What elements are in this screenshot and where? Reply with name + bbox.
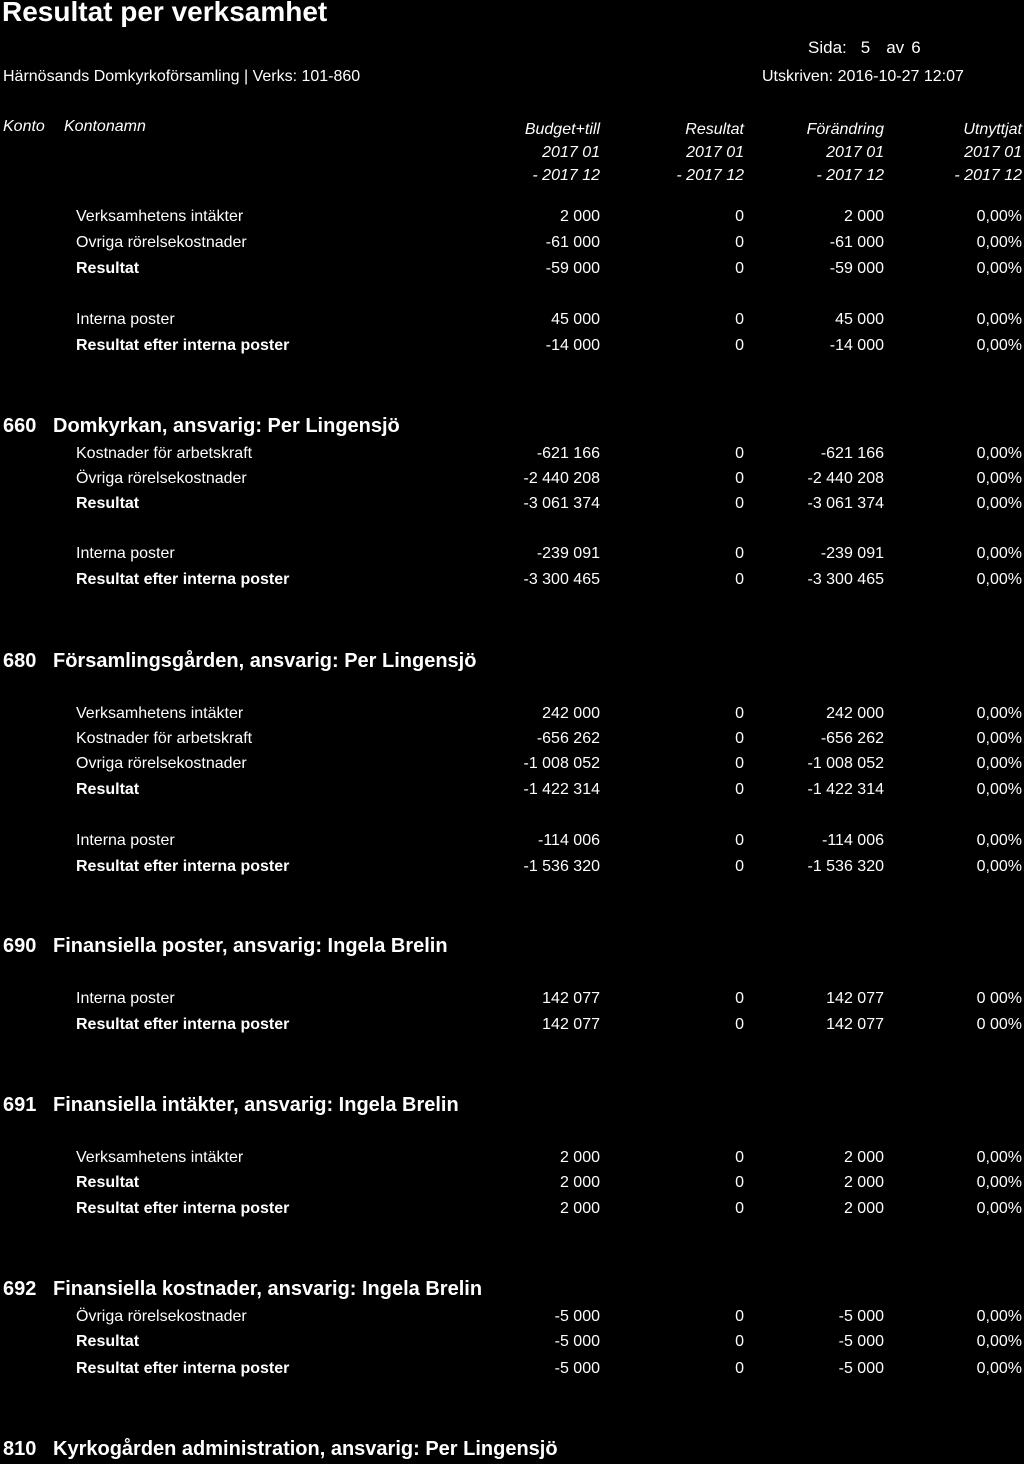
cell-utnyttjat: 0,00% xyxy=(976,832,1022,849)
section-number: 810 xyxy=(3,1438,37,1460)
column-header-forandring xyxy=(807,118,884,187)
cell-utnyttjat: 0 00% xyxy=(976,1016,1022,1033)
cell-resultat: 0 xyxy=(735,1333,744,1350)
table-row xyxy=(0,1174,1024,1200)
row-label: Kostnader för arbetskraft xyxy=(76,445,253,462)
section-number: 690 xyxy=(3,935,37,957)
cell-budget: -3 300 465 xyxy=(523,571,600,588)
cell-budget: -2 440 208 xyxy=(523,470,600,487)
cell-utnyttjat: 0,00% xyxy=(976,495,1022,512)
section-title: Domkyrkan, ansvarig: Per Lingensjö xyxy=(53,415,400,437)
cell-budget: -61 000 xyxy=(545,234,600,251)
cell-forandring: -59 000 xyxy=(829,260,884,277)
cell-forandring: 2 000 xyxy=(843,208,884,225)
section-heading xyxy=(3,1438,558,1461)
cell-resultat: 0 xyxy=(735,470,744,487)
table-row xyxy=(0,1333,1024,1359)
cell-forandring: -5 000 xyxy=(838,1308,884,1325)
cell-resultat: 0 xyxy=(735,730,744,747)
cell-forandring: -2 440 208 xyxy=(807,470,884,487)
cell-forandring: -1 536 320 xyxy=(807,858,884,875)
cell-resultat: 0 xyxy=(735,208,744,225)
cell-resultat: 0 xyxy=(735,445,744,462)
cell-forandring: 2 000 xyxy=(843,1149,884,1166)
cell-forandring: -1 008 052 xyxy=(807,755,884,772)
cell-forandring: -5 000 xyxy=(838,1333,884,1350)
cell-forandring: 142 077 xyxy=(826,990,884,1007)
cell-resultat: 0 xyxy=(735,260,744,277)
table-row xyxy=(0,495,1024,521)
table-row xyxy=(0,311,1024,337)
cell-resultat: 0 xyxy=(735,755,744,772)
cell-budget: -656 262 xyxy=(536,730,600,747)
cell-utnyttjat: 0 00% xyxy=(976,990,1022,1007)
cell-forandring: -621 166 xyxy=(820,445,884,462)
column-header-resultat xyxy=(676,118,744,187)
column-header-resultat-from: 2017 01 xyxy=(686,144,744,161)
row-label: Resultat efter interna poster xyxy=(76,1016,290,1033)
section-number: 692 xyxy=(3,1278,37,1300)
table-row xyxy=(0,545,1024,571)
cell-utnyttjat: 0,00% xyxy=(976,730,1022,747)
cell-utnyttjat: 0,00% xyxy=(976,1200,1022,1217)
page-indicator xyxy=(808,38,921,58)
row-label: Verksamhetens intäkter xyxy=(76,705,244,722)
column-header-utnyttjat-from: 2017 01 xyxy=(964,144,1022,161)
cell-resultat: 0 xyxy=(735,571,744,588)
page-of: av xyxy=(886,38,905,57)
row-label: Ovriga rörelsekostnader xyxy=(76,234,247,251)
cell-budget: -1 422 314 xyxy=(523,781,600,798)
cell-utnyttjat: 0,00% xyxy=(976,234,1022,251)
section-heading xyxy=(3,1094,459,1117)
row-label: Resultat efter interna poster xyxy=(76,858,290,875)
cell-utnyttjat: 0,00% xyxy=(976,545,1022,562)
cell-budget: -59 000 xyxy=(545,260,600,277)
section-heading xyxy=(3,415,400,438)
cell-utnyttjat: 0,00% xyxy=(976,571,1022,588)
row-label: Resultat xyxy=(76,260,140,277)
cell-resultat: 0 xyxy=(735,337,744,354)
column-header-resultat-to: - 2017 12 xyxy=(676,167,744,184)
cell-budget: -3 061 374 xyxy=(523,495,600,512)
cell-budget: 142 077 xyxy=(542,990,600,1007)
table-row xyxy=(0,470,1024,496)
cell-utnyttjat: 0,00% xyxy=(976,781,1022,798)
cell-forandring: 2 000 xyxy=(843,1200,884,1217)
column-header-forandring-title: Förändring xyxy=(806,121,884,138)
section-heading xyxy=(3,650,476,673)
cell-utnyttjat: 0,00% xyxy=(976,1360,1022,1377)
cell-resultat: 0 xyxy=(735,311,744,328)
table-row xyxy=(0,990,1024,1016)
column-header-budget-to: - 2017 12 xyxy=(532,167,600,184)
cell-budget: -239 091 xyxy=(536,545,600,562)
cell-forandring: -1 422 314 xyxy=(807,781,884,798)
row-label: Verksamhetens intäkter xyxy=(76,1149,244,1166)
cell-budget: 2 000 xyxy=(559,1149,600,1166)
page-number: 5 xyxy=(860,38,871,57)
cell-budget: -5 000 xyxy=(554,1308,600,1325)
column-header-forandring-to: - 2017 12 xyxy=(816,167,884,184)
cell-utnyttjat: 0,00% xyxy=(976,755,1022,772)
row-label: Interna poster xyxy=(76,832,175,849)
cell-budget: -1 008 052 xyxy=(523,755,600,772)
row-label: Resultat xyxy=(76,495,140,512)
row-label: Resultat efter interna poster xyxy=(76,1360,290,1377)
cell-budget: 2 000 xyxy=(559,1200,600,1217)
table-row xyxy=(0,260,1024,286)
row-label: Verksamhetens intäkter xyxy=(76,208,244,225)
cell-resultat: 0 xyxy=(735,990,744,1007)
table-row xyxy=(0,445,1024,471)
row-label: Resultat xyxy=(76,781,140,798)
cell-utnyttjat: 0,00% xyxy=(976,1308,1022,1325)
cell-forandring: 45 000 xyxy=(835,311,884,328)
section-title: Finansiella poster, ansvarig: Ingela Brelin xyxy=(53,935,448,957)
cell-budget: 45 000 xyxy=(551,311,600,328)
column-header-konto: Konto xyxy=(3,118,45,135)
cell-budget: 142 077 xyxy=(542,1016,600,1033)
printed-timestamp: Utskriven: 2016-10-27 12:07 xyxy=(762,68,964,85)
table-row xyxy=(0,755,1024,781)
cell-forandring: 242 000 xyxy=(826,705,884,722)
cell-utnyttjat: 0,00% xyxy=(976,260,1022,277)
row-label: Interna poster xyxy=(76,311,175,328)
row-label: Kostnader för arbetskraft xyxy=(76,730,253,747)
table-row xyxy=(0,234,1024,260)
cell-utnyttjat: 0,00% xyxy=(976,858,1022,875)
table-row xyxy=(0,571,1024,597)
cell-utnyttjat: 0,00% xyxy=(976,445,1022,462)
row-label: Ovriga rörelsekostnader xyxy=(76,755,247,772)
cell-resultat: 0 xyxy=(735,495,744,512)
column-header-budget xyxy=(525,118,600,187)
cell-budget: 2 000 xyxy=(559,208,600,225)
cell-utnyttjat: 0,00% xyxy=(976,208,1022,225)
column-header-utnyttjat-to: - 2017 12 xyxy=(954,167,1022,184)
table-row xyxy=(0,1016,1024,1042)
table-row xyxy=(0,858,1024,884)
cell-resultat: 0 xyxy=(735,545,744,562)
cell-forandring: -114 006 xyxy=(822,832,884,849)
section-number: 660 xyxy=(3,415,37,437)
cell-forandring: -14 000 xyxy=(829,337,884,354)
cell-resultat: 0 xyxy=(735,858,744,875)
section-heading xyxy=(3,935,448,958)
cell-utnyttjat: 0,00% xyxy=(976,705,1022,722)
table-row xyxy=(0,1149,1024,1175)
table-row xyxy=(0,1360,1024,1386)
cell-forandring: -239 091 xyxy=(820,545,884,562)
cell-utnyttjat: 0,00% xyxy=(976,1174,1022,1191)
cell-budget: -5 000 xyxy=(554,1333,600,1350)
cell-resultat: 0 xyxy=(735,1308,744,1325)
section-number: 680 xyxy=(3,650,37,672)
row-label: Resultat xyxy=(76,1174,140,1191)
page-total: 6 xyxy=(911,38,921,57)
cell-forandring: -61 000 xyxy=(829,234,884,251)
cell-resultat: 0 xyxy=(735,234,744,251)
cell-forandring: 2 000 xyxy=(843,1174,884,1191)
section-title: Finansiella intäkter, ansvarig: Ingela Brelin xyxy=(53,1094,459,1116)
cell-budget: -14 000 xyxy=(545,337,600,354)
column-header-budget-title: Budget+till xyxy=(524,121,600,138)
cell-forandring: -5 000 xyxy=(838,1360,884,1377)
cell-resultat: 0 xyxy=(735,1200,744,1217)
row-label: Interna poster xyxy=(76,545,175,562)
cell-utnyttjat: 0,00% xyxy=(976,1149,1022,1166)
table-row xyxy=(0,1200,1024,1226)
table-row xyxy=(0,337,1024,363)
cell-resultat: 0 xyxy=(735,1016,744,1033)
table-row xyxy=(0,705,1024,731)
page-title: Resultat per verksamhet xyxy=(2,0,328,27)
row-label: Interna poster xyxy=(76,990,175,1007)
cell-forandring: 142 077 xyxy=(826,1016,884,1033)
table-row xyxy=(0,781,1024,807)
cell-utnyttjat: 0,00% xyxy=(976,1333,1022,1350)
cell-utnyttjat: 0,00% xyxy=(976,337,1022,354)
cell-budget: -114 006 xyxy=(538,832,600,849)
column-header-resultat-title: Resultat xyxy=(685,121,744,138)
section-heading xyxy=(3,1278,482,1301)
row-label: Resultat efter interna poster xyxy=(76,1200,290,1217)
cell-budget: -5 000 xyxy=(554,1360,600,1377)
cell-resultat: 0 xyxy=(735,705,744,722)
cell-resultat: 0 xyxy=(735,1174,744,1191)
cell-resultat: 0 xyxy=(735,832,744,849)
column-header-forandring-from: 2017 01 xyxy=(826,144,884,161)
table-row xyxy=(0,1308,1024,1334)
column-header-budget-from: 2017 01 xyxy=(542,144,600,161)
cell-utnyttjat: 0,00% xyxy=(976,311,1022,328)
cell-budget: 2 000 xyxy=(559,1174,600,1191)
cell-budget: -621 166 xyxy=(536,445,600,462)
column-header-utnyttjat xyxy=(954,118,1022,187)
section-title: Kyrkogården administration, ansvarig: Per Lingensjö xyxy=(53,1438,558,1460)
page-label: Sida: xyxy=(808,38,847,57)
organization-line: Härnösands Domkyrkoförsamling | Verks: 101-860 xyxy=(3,68,361,85)
row-label: Övriga rörelsekostnader xyxy=(76,470,247,487)
table-row xyxy=(0,730,1024,756)
cell-budget: 242 000 xyxy=(542,705,600,722)
cell-utnyttjat: 0,00% xyxy=(976,470,1022,487)
table-row xyxy=(0,832,1024,858)
cell-resultat: 0 xyxy=(735,1360,744,1377)
row-label: Resultat xyxy=(76,1333,140,1350)
row-label: Resultat efter interna poster xyxy=(76,571,290,588)
cell-forandring: -656 262 xyxy=(820,730,884,747)
cell-resultat: 0 xyxy=(735,1149,744,1166)
section-title: Finansiella kostnader, ansvarig: Ingela Brelin xyxy=(53,1278,483,1300)
table-row xyxy=(0,208,1024,234)
section-number: 691 xyxy=(3,1094,37,1116)
cell-forandring: -3 300 465 xyxy=(807,571,884,588)
cell-budget: -1 536 320 xyxy=(523,858,600,875)
column-header-kontonamn: Kontonamn xyxy=(64,118,146,135)
row-label: Övriga rörelsekostnader xyxy=(76,1308,247,1325)
section-title: Församlingsgården, ansvarig: Per Lingensjö xyxy=(53,650,477,672)
column-header-utnyttjat-title: Utnyttjat xyxy=(963,121,1022,138)
cell-forandring: -3 061 374 xyxy=(807,495,884,512)
row-label: Resultat efter interna poster xyxy=(76,337,290,354)
cell-resultat: 0 xyxy=(735,781,744,798)
